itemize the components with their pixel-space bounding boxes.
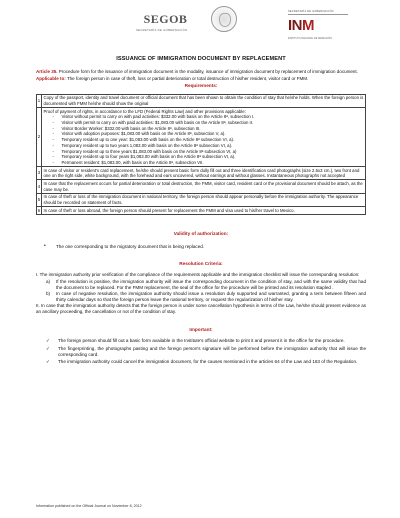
important-title: Important: xyxy=(189,326,213,332)
applicable-paragraph xyxy=(36,76,366,82)
table-row xyxy=(37,108,366,167)
national-seal-icon xyxy=(211,6,237,32)
requirement-number: 2 xyxy=(37,108,42,167)
table-row xyxy=(37,193,366,206)
list-item: - Temporary resident up to two years 1,083.00 with basis on the Article 8ª subsection VI, a). xyxy=(52,142,233,148)
list-item: - Permanent resident: $1,083.00, with basis on the Article 8ª, subsection VII. xyxy=(52,159,204,165)
segob-name: SEGOB xyxy=(143,12,188,26)
list-item: - Visitor with permit to carry on with paid activities: $1,083.00 with basis on the Article 8ª, subsection II. xyxy=(52,120,254,126)
page-footer: Information published on the Official Journal on November 8, 2012 xyxy=(36,504,142,508)
article-text: Procedure form for the issuance of immigration document in the modality, issuance of immigration document by replacement of immigration document. xyxy=(57,69,358,75)
inm-logo-m: M xyxy=(302,17,315,35)
article-paragraph xyxy=(36,69,366,75)
important-item xyxy=(36,346,366,358)
inm-logo-n: N xyxy=(291,17,303,35)
list-item: - Temporary resident up to one year: $1,083.00 with basis on the Article 8ª subsection VI, a). xyxy=(52,137,235,143)
checkmark-icon: ✓ xyxy=(46,359,50,365)
resolution-section xyxy=(36,261,366,315)
important-text: The fingerprinting, the photographs pasting and the foreign person's signature will be performed before the immigration authority that will issue the corresponding card. xyxy=(58,345,366,357)
requirement-text: Copy of the passport, identity and travel document or official document that has been shown to obtain the condition of stay that he/she holds. When the foreign person is documented with FMM he/she should show the original xyxy=(42,94,366,107)
page-header xyxy=(36,0,366,44)
segob-logo xyxy=(136,12,187,33)
important-text: The immigration authority could cancel the immigration document, for the causes mentioned in the articles 64 of the Law and 163 of the Regulation. xyxy=(58,359,358,365)
important-item xyxy=(36,359,366,365)
fee-list xyxy=(44,114,364,165)
list-item: - Visitor Border Worker: $332.00 with basis on the Article 8ª, subsection III. xyxy=(52,125,201,131)
segob-subtitle: SECRETARÍA DE GOBERNACIÓN xyxy=(136,27,188,32)
resolution-intro: I. The immigration authority prior verification of the compliance of the requirements applicable and the immigration checklist will issue the corresponding resolution: xyxy=(36,272,360,278)
inm-logo-letters xyxy=(288,16,348,36)
requirement-text: In case of theft or loss of the immigration document in national territory, the foreign person should appear personally before the immigration authority. The appearance should be recorded on statement of facts. xyxy=(42,193,366,206)
checkmark-icon: ✓ xyxy=(46,345,50,351)
item-text: If the resolution is positive, the immigration authority will issue the corresponding document in the condition of stay, and with the same validity that had the document to be replaced. For the FMM replacement, the seal of the office for the procedure will be printed and its resolution stapled . xyxy=(56,278,366,290)
requirement-number: 5 xyxy=(37,193,42,206)
validity-text: The one corresponding to the migratory document that is being replaced. xyxy=(56,243,205,249)
table-row xyxy=(37,207,366,215)
validity-title: Validity of authorization: xyxy=(173,230,229,236)
inm-logo-i: I xyxy=(288,17,292,35)
requirement-text: In case of theft or loss abroad, the foreign person should present for replacement the FMM and visa used to his/her travel to Mexico. xyxy=(42,207,366,215)
item-text: In case of negative resolution, the immigration authority should issue a resolution duly supported and warranted, granting a term between fifteen and thirty calendar days so that the foreign person leave the national territory, or request the regularization of his/her stay. xyxy=(56,290,366,302)
document-title: ISSUANCE OF IMMIGRATION DOCUMENT BY REPLACEMENT xyxy=(116,56,286,62)
inm-bottom-text: INSTITUTO NACIONAL DE MIGRACIÓN xyxy=(288,37,332,41)
item-label: a) xyxy=(46,278,51,284)
requirement-number: 3 xyxy=(37,167,42,180)
important-text: The foreign person should fill out a basic form available in the Institute's official website to print it and present it in the office for the procedure. xyxy=(58,337,345,343)
inm-top-text: SECRETARÍA DE GOBERNACIÓN xyxy=(288,10,348,15)
validity-item xyxy=(36,244,366,250)
resolution-ii: II. In case that the immigration authority detects that the foreign person is under some cancellation hypothesis in terms of the Law, he/she should present evidence as an ancillary proceeding, the cancellation or not of the condition of stay. xyxy=(36,302,366,314)
requirement-number: 6 xyxy=(37,207,41,213)
applicable-text: The foreign person in case of theft, loss or partial deterioration or total destruction of his/her resident, visitor card or FMM. xyxy=(65,75,309,81)
validity-section xyxy=(36,231,366,250)
list-item: - Visitor without permit to carry on with paid activities: $332.00 with basis on the Article 8ª, subsection I. xyxy=(52,114,255,120)
resolution-item-b xyxy=(36,291,366,303)
applicable-label: Applicable to: xyxy=(36,75,66,81)
list-item: - Temporary resident up to three years $1,083.00 with basis on the Article 8ª subsection VI, a) xyxy=(52,148,237,154)
requirement-number: 1 xyxy=(37,94,42,107)
requirement-cell xyxy=(42,108,366,167)
checkmark-icon: ✓ xyxy=(46,337,50,343)
important-item xyxy=(36,338,366,344)
inm-logo xyxy=(288,10,348,40)
resolution-item-a xyxy=(36,279,366,291)
requirement-number: 4 xyxy=(37,180,42,193)
requirement-text: In case that the replacement occurs for partial deterioration or total destruction, the FMM, visitor card, resident card or the provisional document should be attach, as the case may be. xyxy=(42,180,366,193)
article-label: Article 35. xyxy=(36,69,58,75)
item-label: b) xyxy=(46,290,51,296)
requirement-text: In case of visitor or resident's card replacement, he/she should present basic form dully fill out and three identification card photographs (size 2.5x3 cm.), two front and one on the right side, white background, with the forehead and ears uncovered, without earrings and without glasses. Instantaneous photographs not accepted xyxy=(42,167,366,180)
requirements-table xyxy=(36,94,366,215)
requirements-title: Requirements: xyxy=(184,82,218,88)
table-row xyxy=(37,180,366,193)
bullet-icon: • xyxy=(44,242,46,249)
table-row xyxy=(37,94,366,107)
list-item: - Visitor with adoption purposes: $1,083.00 with basis on the Article 8ª, subsection V, a). xyxy=(52,131,226,137)
list-item: - Temporary resident up to four years $1,083.00 with basis on the Article 8ª subsection VI, a). xyxy=(52,154,236,160)
important-section xyxy=(36,327,366,365)
requirement-text: Proof of payment of rights, in accordance to the LFD (Federal Rights Law) and other provisions applicable: xyxy=(43,108,246,114)
resolution-title: Resolution Criteria: xyxy=(179,260,223,266)
table-row xyxy=(37,167,366,180)
